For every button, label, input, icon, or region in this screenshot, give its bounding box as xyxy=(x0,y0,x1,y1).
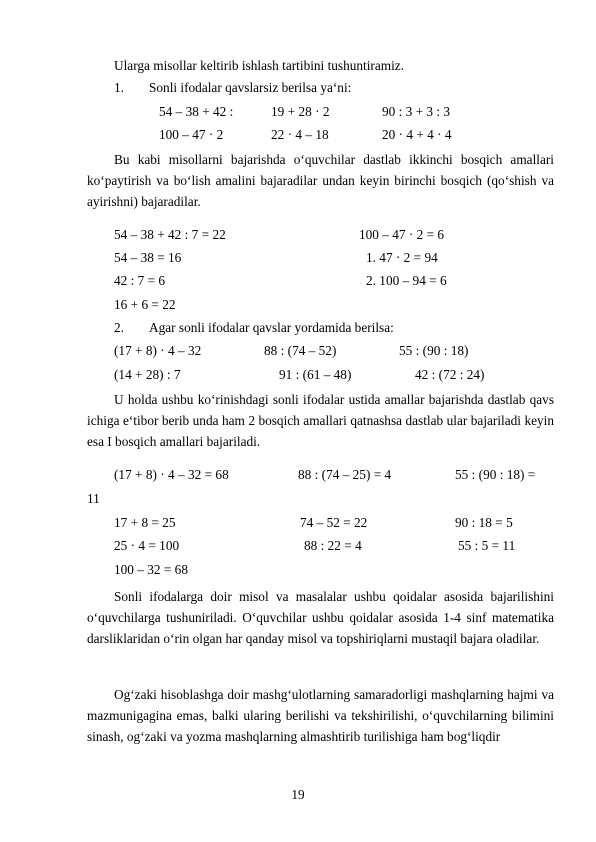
example1-5: 22 · 4 – 18 xyxy=(271,127,329,142)
solution2-row2-1: 17 + 8 = 25 xyxy=(114,515,176,530)
solution1-left-2: 54 – 38 = 16 xyxy=(114,250,182,265)
solution2-wrap: 11 xyxy=(87,491,100,506)
paragraph-3: Sonli ifodalarga doir misol va masalalar ushbu qoidalar asosida bajarilishini o‘quvchilarga tushuniriladi. O‘quvchilar ushbu qoidalar asosida 1-4 sinf matematika darsliklaridan o‘rin olgan har qanday misol va topshiriqlarni mustaqil bajara oladilar. xyxy=(87,589,554,646)
solution2-row3-2: 88 : 22 = 4 xyxy=(304,538,362,553)
solution1-left-4: 16 + 6 = 22 xyxy=(114,297,176,312)
solution1-left-1: 54 – 38 + 42 : 7 = 22 xyxy=(114,227,226,242)
intro-line: Ularga misollar keltirib ishlash tartibini tushuntiramiz. xyxy=(114,58,405,73)
solution1-right-3: 2. 100 – 94 = 6 xyxy=(366,273,447,288)
example1-2: 19 + 28 · 2 xyxy=(271,104,330,119)
paragraph-2: U holda ushbu ko‘rinishdagi sonli ifodalar ustida amallar bajarishda dastlab qavs ichiga e‘tibor berib unda ham 2 bosqich amallari qatnashsa dastlab ular bajariladi keyin esa I bosqich amallari bajariladi. xyxy=(87,392,554,449)
example2-6: 42 : (72 : 24) xyxy=(415,367,485,382)
example2-5: 91 : (61 – 48) xyxy=(279,367,352,382)
item1-text: Sonli ifodalar qavslarsiz berilsa ya‘ni: xyxy=(149,80,352,95)
page-number: 19 xyxy=(291,787,305,802)
solution1-left-3: 42 : 7 = 6 xyxy=(114,273,166,288)
example1-1: 54 – 38 + 42 : xyxy=(159,104,234,119)
solution2-row3-3: 55 : 5 = 11 xyxy=(458,538,516,553)
solution1-right-1: 100 – 47 · 2 = 6 xyxy=(359,227,445,242)
example2-3: 55 : (90 : 18) xyxy=(399,343,469,358)
solution2-row1-3: 55 : (90 : 18) = xyxy=(455,467,536,482)
solution1-right-2: 1. 47 · 2 = 94 xyxy=(366,250,438,265)
item2-text: Agar sonli ifodalar qavslar yordamida berilsa: xyxy=(149,320,394,335)
solution2-row2-2: 74 – 52 = 22 xyxy=(300,515,368,530)
item1-number: 1. xyxy=(114,80,124,95)
solution2-row1-2: 88 : (74 – 25) = 4 xyxy=(298,467,392,482)
example1-3: 90 : 3 + 3 : 3 xyxy=(382,104,451,119)
paragraph-1: Bu kabi misollarni bajarishda o‘quvchilar dastlab ikkinchi bosqich amallari ko‘paytirish va bo‘lish amalini bajaradilar undan keyin birinchi bosqich (qo‘shish va ayirishni) bajaradilar. xyxy=(87,152,554,209)
item2-number: 2. xyxy=(114,320,124,335)
example1-4: 100 – 47 · 2 xyxy=(159,127,224,142)
solution2-row2-3: 90 : 18 = 5 xyxy=(455,515,513,530)
example2-1: (17 + 8) · 4 – 32 xyxy=(114,343,202,358)
solution2-row3-1: 25 · 4 = 100 xyxy=(114,538,180,553)
solution2-row1-1: (17 + 8) · 4 – 32 = 68 xyxy=(114,467,229,482)
example2-2: 88 : (74 – 52) xyxy=(264,343,337,358)
example2-4: (14 + 28) : 7 xyxy=(114,367,181,382)
solution2-row4: 100 – 32 = 68 xyxy=(114,562,188,577)
example1-6: 20 · 4 + 4 · 4 xyxy=(382,127,452,142)
paragraph-4: Og‘zaki hisoblashga doir mashg‘ulotlarning samaradorligi mashqlarning hajmi va mazmunigagina emas, balki ularing berilishi va tekshirilishi, o‘quvchilarning bilimini sinash, og‘zaki va yozma mashqlarning almashtirib turilishiga ham bog‘liqdir xyxy=(87,687,554,744)
